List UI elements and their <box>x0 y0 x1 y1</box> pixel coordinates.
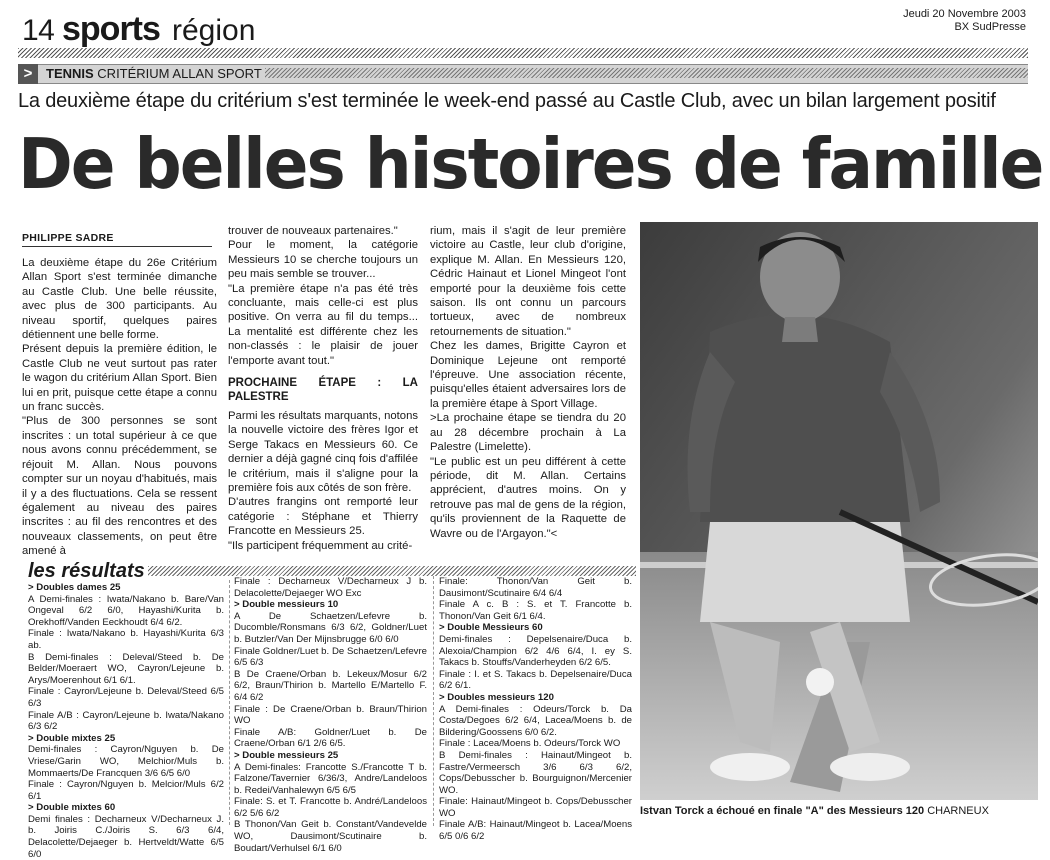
results-entry: Finale : Cayron/Lejeune b. Deleval/Steed 6/5 6/3 <box>28 686 224 709</box>
paragraph: Chez les dames, Brigitte Cayron et Dominique Lejeune ont remporté l'épreuve. Une association récente, puisqu'elles étaient adversaires lors de la première étape à Sport Village. <box>430 340 626 410</box>
article-headline: De belles histoires de famille <box>18 124 1043 205</box>
results-rule <box>148 566 636 576</box>
rubric-event: CRITÉRIUM ALLAN SPORT <box>97 66 262 81</box>
results-entry: Finale A/B: Hainaut/Mingeot b. Lacea/Moens 6/5 0/6 6/2 <box>439 819 632 843</box>
results-entry: Finale: S. et T. Francotte b. André/Landeloos 6/2 5/6 6/2 <box>234 796 427 819</box>
article-column-2 <box>228 224 418 553</box>
results-category-heading: > Double mixtes 25 <box>28 732 116 744</box>
results-entry: Finale : Lacea/Moens b. Odeurs/Torck WO <box>439 738 621 750</box>
paragraph: rium, mais il s'agit de leur première victoire au Castle, leur club d'origine, explique M. Allan. En Messieurs 120, Cédric Hainaut et Lionel Mingeot l'ont emporté pour la deuxième fois cette saison. Ils ont connu un parcours tortueux, avec de nombreux retournements de situation." <box>430 225 626 338</box>
results-category-heading: > Doubles dames 25 <box>28 582 121 593</box>
paragraph: >La prochaine étape se tiendra du 20 au 28 décembre prochain à La Palestre (Limelette). <box>430 412 626 454</box>
paragraph: Pour le moment, la catégorie Messieurs 10 se cherche toujours un peu mais semble se trouver... <box>228 239 418 281</box>
results-entry: A De Schaetzen/Lefevre b. Ducomble/Ronsmans 6/3 6/2, Goldner/Luet b. Butzler/Van Der Mijnsbrugge 6/0 6/0 <box>234 610 427 645</box>
section-subtitle: région <box>172 14 256 47</box>
article-column-3 <box>430 224 626 541</box>
paragraph: "Le public est un peu différent à cette période, dit M. Allan. Certains apprécient, d'autres moins. On y retrouve pas mal de gens de la région, qu'ils proviennent de la Raquette de Wavre ou de l'Argayon."< <box>430 455 626 540</box>
results-column-3 <box>439 576 632 843</box>
paragraph: "Ils participent fréquemment au crité- <box>228 539 413 552</box>
results-entry: Finale A/B : Cayron/Lejeune b. Iwata/Nakano 6/3 6/2 <box>28 709 224 733</box>
results-entry: B Demi-finales : Hainaut/Mingeot b. Fastre/Vermeersch 3/6 6/3 6/2, Cops/Debusscher b. Bourguignon/Mercenier WO. <box>439 749 632 796</box>
article-subhead: PROCHAINE ÉTAPE : LA PALESTRE <box>228 377 418 404</box>
photo-caption <box>640 805 1040 817</box>
results-entry: Finale : Decharneux V/Decharneux J b. Delacolette/Dejaeger WO Exc <box>234 576 427 599</box>
results-entry: B Thonon/Van Geit b. Constant/Vandevelde WO, Dausimont/Scutinaire b. Boudart/Verhulsel 6/1 6/0 <box>234 819 427 854</box>
page-number: 14 <box>22 14 55 47</box>
rubric-label <box>46 66 262 81</box>
article-column-1 <box>22 256 217 559</box>
results-category-heading: > Double Messieurs 60 <box>439 622 543 634</box>
header-rule <box>18 48 1028 58</box>
results-entry: Finale : Cayron/Nguyen b. Melcior/Muls 6/2 6/1 <box>28 779 224 802</box>
results-category-heading: > Doubles messieurs 120 <box>439 691 554 703</box>
results-category-heading: > Double messieurs 25 <box>234 749 339 761</box>
byline-rule <box>22 246 212 247</box>
results-column-2 <box>234 576 427 854</box>
column-divider <box>433 576 434 826</box>
results-entry: Demi finales : Decharneux V/Decharneux J. b. Joiris C./Joiris S. 6/3 6/4, Delacolette/Dejaeger b. Hertveldt/Watte 6/5 6/0 <box>28 813 224 860</box>
results-entry: Demi-finales : Cayron/Nguyen b. De Vriese/Garin WO, Melchior/Muls b. Mommaerts/De Francquen 3/6 6/5 6/0 <box>28 744 224 779</box>
results-entry: Finale: Thonon/Van Geit b. Dausimont/Scutinaire 6/4 6/4 <box>439 576 632 599</box>
issue-date: Jeudi 20 Novembre 2003 <box>903 8 1026 20</box>
results-entry: B De Craene/Orban b. Lekeux/Mosur 6/2 6/2, Braun/Thirion b. Martello E/Martello F. 6/4 6/2 <box>234 668 427 703</box>
results-entry: A Demi-finales: Francotte S./Francotte T b. Falzone/Tavernier 6/36/3, Andre/Landeloos b. Redei/Vanhalewyn 6/5 6/5 <box>234 761 427 796</box>
paragraph: "La première étape n'a pas été très concluante, mais celle-ci est plus positive. On verra au fil du temps... La mentalité est différente chez les non-classés : le plaisir de jouer l'emporte avant tout." <box>228 282 418 367</box>
edition-name: BX SudPresse <box>954 21 1026 33</box>
results-entry: Finale Goldner/Luet b. De Schaetzen/Lefevre 6/5 6/3 <box>234 645 427 669</box>
results-category-heading: > Double messieurs 10 <box>234 599 339 611</box>
dateline <box>903 8 1026 34</box>
paragraph: D'autres frangins ont remporté leur catégorie : Stéphane et Thierry Francotte en Messieurs 25. <box>228 496 418 538</box>
paragraph: Présent depuis la première édition, le Castle Club ne veut surtout pas rater le wagon du critérium Allan Sport. Bien lui en prit, puisque cette étape a connu un franc succès. <box>22 343 217 414</box>
results-entry: Finale : De Craene/Orban b. Braun/Thirion WO <box>234 703 427 727</box>
results-entry: Finale : Iwata/Nakano b. Hayashi/Kurita 6/3 ab. <box>28 628 224 651</box>
results-entry: Finale A/B: Goldner/Luet b. De Craene/Orban 6/1 2/6 6/5. <box>234 726 427 750</box>
paragraph: La deuxième étape du 26e Critérium Allan Sport s'est terminée dimanche au Castle Club. Une belle réussite, avec plus de 300 participants. Au niveau sportif, quelques paires détiennent une belle forme. <box>22 257 217 342</box>
results-entry: A Demi-finales : Odeurs/Torck b. Da Costa/Degoes 6/2 6/4, Lacea/Moens b. de Bildering/Goossens 6/0 6/2. <box>439 703 632 738</box>
results-entry: A Demi-finales : Iwata/Nakano b. Bare/Van Ongeval 6/2 6/0, Hayashi/Kurita b. Orekhoff/Vanden Eeckhoudt 6/4 6/2. <box>28 593 224 628</box>
results-entry: Demi-finales : Depelsenaire/Duca b. Alexoia/Champion 6/2 4/6 6/4, I. ey S. Takacs b. Stouffs/Vanderheyden 6/2 6/5. <box>439 633 632 669</box>
section-title: sports <box>62 10 160 48</box>
results-title: les résultats <box>28 560 145 582</box>
rubric-hatch <box>265 68 1028 78</box>
paragraph: trouver de nouveaux partenaires." <box>228 225 398 237</box>
results-column-1 <box>28 582 224 860</box>
paragraph: "Plus de 300 personnes se sont inscrites : un total supérieur à ce que nous avons connu précédemment, se réjouit M. Allan. Nous pouvons compter sur un noyau d'habitués, mais il y a des fluctuations. Cela se ressent également au niveau des paires inscrites : au fil des rencontres et des nouveaux classements, on peut être amené à <box>22 415 217 558</box>
results-entry: Finale: Hainaut/Mingeot b. Cops/Debusscher WO <box>439 796 632 819</box>
results-entry: B Demi-finales : Deleval/Steed b. De Belder/Moeraert WO, Cayron/Lejeune b. Arys/Moerenhout 6/1 6/1. <box>28 651 224 686</box>
photo-credit: CHARNEUX <box>927 805 989 817</box>
caption-text: Istvan Torck a échoué en finale "A" des Messieurs 120 <box>640 805 925 817</box>
byline: PHILIPPE SADRE <box>22 232 114 244</box>
results-category-heading: > Double mixtes 60 <box>28 802 116 814</box>
column-divider <box>229 580 230 825</box>
tennis-player-photo <box>640 222 1038 800</box>
results-entry: Finale A c. B : S. et T. Francotte b. Thonon/Van Geit 6/1 6/4. <box>439 599 632 622</box>
article-standfirst: La deuxième étape du critérium s'est terminée le week-end passé au Castle Club, avec un bilan largement positif <box>18 90 996 112</box>
photo-illustration <box>640 222 1038 800</box>
results-entry: Finale : I. et S. Takacs b. Depelsenaire/Duca 6/2 6/1. <box>439 668 632 692</box>
rubric-arrow-icon: > <box>18 64 38 84</box>
rubric-category: TENNIS <box>46 66 94 81</box>
paragraph: Parmi les résultats marquants, notons la nouvelle victoire des frères Igor et Serge Takacs en Messieurs 60. Ce dernier a déjà gagné cinq fois d'affilée le critérium, mais il s'aligne pour la première fois aux côtés de son frère. <box>228 409 418 494</box>
